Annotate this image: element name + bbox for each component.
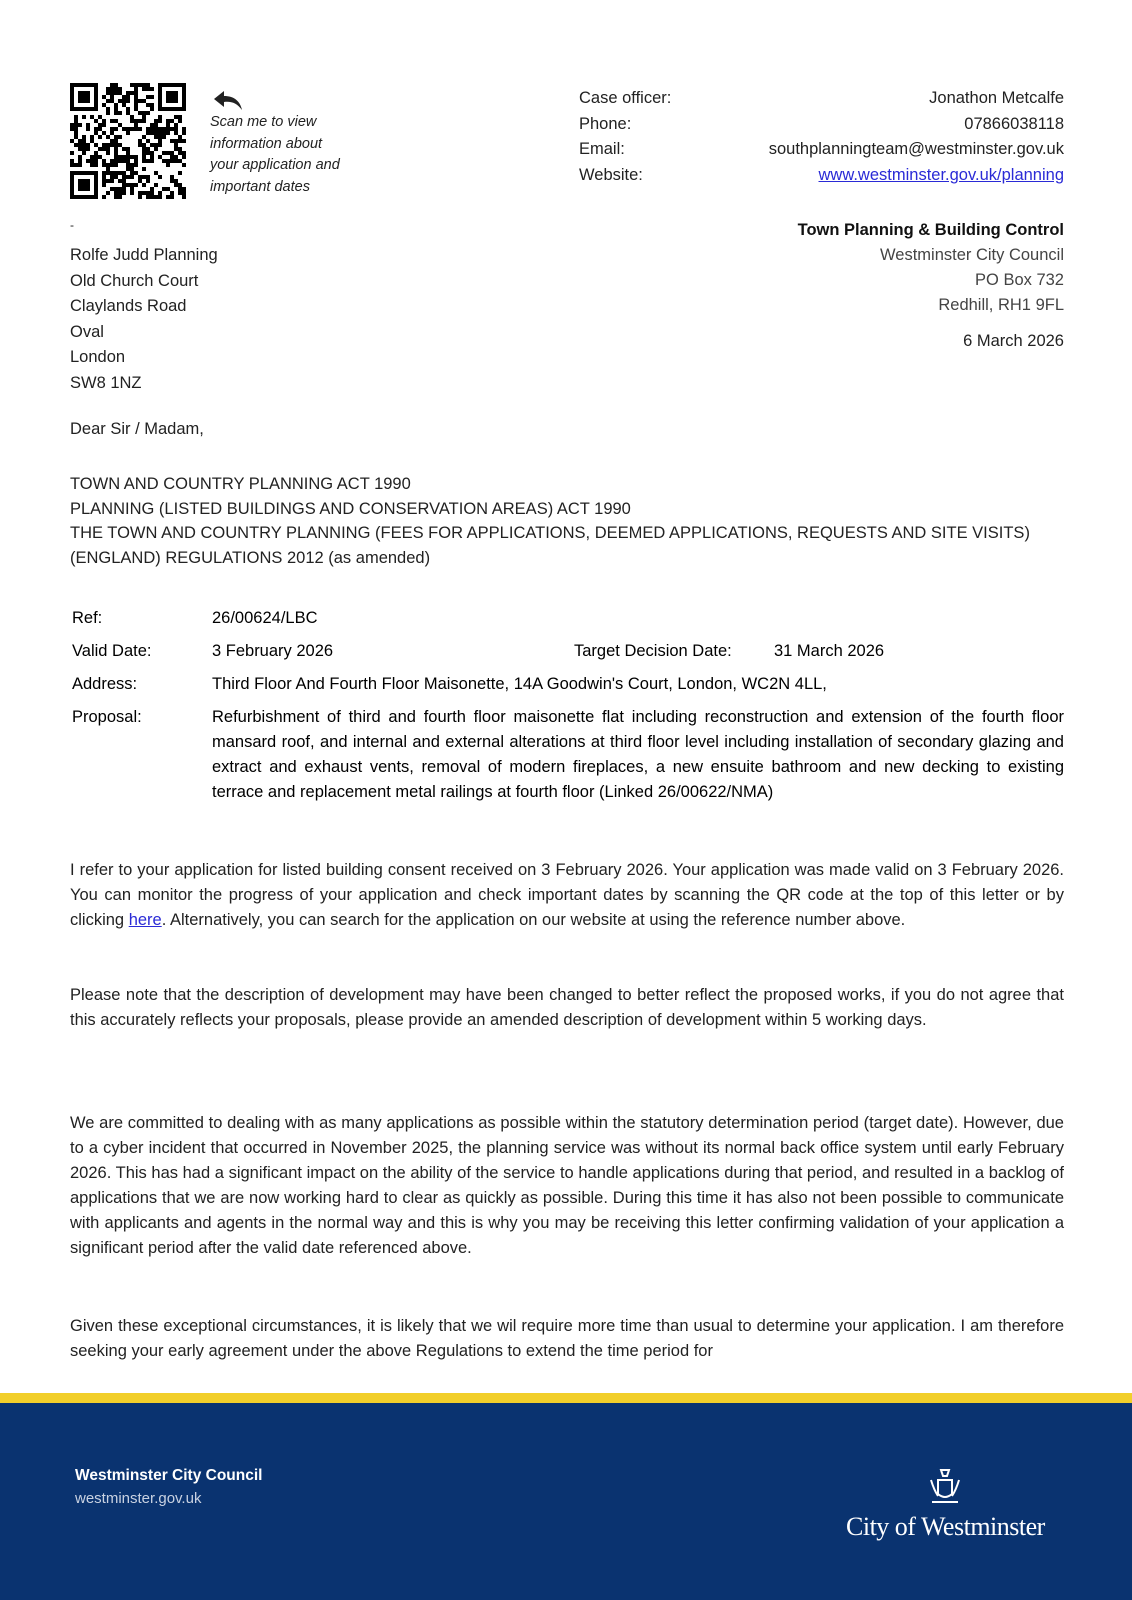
qr-caption-line: important dates (210, 178, 310, 195)
website-label: Website: (579, 165, 643, 184)
target-date-value: 31 March 2026 (774, 642, 885, 660)
email-label: Email: (579, 140, 625, 158)
coat-of-arms-icon (928, 1466, 962, 1506)
address-value: Third Floor And Fourth Floor Maisonette, 14A Goodwin's Court, London, WC2N 4LL, (212, 675, 827, 693)
legislation-headings (70, 472, 1070, 570)
ref-label: Ref: (72, 609, 103, 627)
recipient-line: Oval (70, 322, 104, 341)
intro-text-cont: . Alternatively, you can search for the application on our website at using the reference number above. (161, 911, 906, 929)
act-line: TOWN AND COUNTRY PLANNING ACT 1990 (70, 475, 411, 493)
paragraph-extension: Given these exceptional circumstances, it is likely that we wil require more time than usual to determine your application. I am therefore seeking your early agreement under the above Regulations to extend the time period for (70, 1317, 1064, 1360)
intro-text: I refer to your application for listed building consent received on 3 February 2026. Your application was made valid on 3 February 2026. You can monitor the progress of your application and check important dates by scanning the QR code at the top of this letter or by clicking (70, 861, 1064, 929)
qr-caption-line: your application and (210, 157, 340, 173)
valid-date-label: Valid Date: (72, 642, 152, 660)
phone-label: Phone: (579, 114, 632, 133)
recipient-line: Claylands Road (70, 297, 187, 315)
qr-caption (210, 112, 340, 198)
application-details (72, 606, 1064, 813)
department-line: Westminster City Council (880, 246, 1064, 264)
phone-value: 07866038118 (964, 114, 1064, 133)
city-of-westminster-logo: City of Westminster (846, 1512, 1045, 1541)
recipient-address (70, 243, 218, 396)
recipient-line: Old Church Court (70, 271, 199, 290)
department-address (798, 218, 1064, 318)
qr-code[interactable] (70, 83, 186, 199)
website-link[interactable]: www.westminster.gov.uk/planning (818, 165, 1064, 184)
letter-date: 6 March 2026 (963, 332, 1064, 350)
dash-mark: - (70, 218, 74, 232)
department-title: Town Planning & Building Control (797, 221, 1064, 239)
proposal-label: Proposal: (72, 708, 142, 726)
recipient-line: Rolfe Judd Planning (70, 246, 218, 264)
footer-website: westminster.gov.uk (75, 1490, 202, 1507)
paragraph-description: Please note that the description of development may have been changed to better reflect the proposed works, if you do not agree that this accurately reflects your proposals, please provide an amended description of development within 5 working days. (70, 986, 1064, 1029)
act-line: PLANNING (LISTED BUILDINGS AND CONSERVATION AREAS) ACT 1990 (70, 499, 631, 518)
case-officer-value: Jonathon Metcalfe (929, 89, 1064, 107)
proposal-value: Refurbishment of third and fourth floor maisonette flat including reconstruction and extension of the fourth floor mansard roof, and internal and external alterations at third floor level including installation of secondary glazing and extract and exhaust vents, removal of modern fireplaces, a new ensuite bathroom and new decking to existing terrace and replacement metal railings at fourth floor (Linked 26/00622/NMA) (212, 708, 1064, 801)
ref-value: 26/00624/LBC (212, 609, 318, 627)
target-date-label: Target Decision Date: (574, 642, 732, 660)
paragraph-cyber-incident: We are committed to dealing with as many applications as possible within the statutory determination period (target date). However, due to a cyber incident that occurred in November 2025, the planning service was without its normal back office system until early February 2026. This has had a significant impact on the ability of the service to handle applications during that period, and resulted in a backlog of applications that we are now working hard to clear as quickly as possible. During this time it has also not been possible to communicate with applicants and agents in the normal way and this is why you may be receiving this letter confirming validation of your application a significant period after the valid date referenced above. (70, 1114, 1064, 1257)
recipient-line: London (70, 348, 126, 366)
here-link[interactable]: here (128, 911, 162, 929)
department-line: PO Box 732 (975, 271, 1064, 289)
qr-caption-line: Scan me to view (210, 114, 317, 130)
valid-date-value: 3 February 2026 (212, 642, 334, 660)
recipient-line: SW8 1NZ (70, 373, 142, 392)
paragraph-intro (70, 858, 1064, 933)
department-line: Redhill, RH1 9FL (938, 296, 1064, 314)
curved-arrow-icon (212, 90, 244, 112)
footer-yellow-band (0, 1393, 1132, 1403)
salutation: Dear Sir / Madam, (70, 420, 204, 438)
contact-details (579, 86, 1064, 188)
qr-caption-line: information about (210, 135, 323, 152)
footer-council-name: Westminster City Council (75, 1467, 263, 1484)
address-label: Address: (72, 675, 138, 693)
act-line: THE TOWN AND COUNTRY PLANNING (FEES FOR APPLICATIONS, DEEMED APPLICATIONS, REQUESTS AND SITE VISITS) (ENGLAND) REGULATIONS 2012 (as amended) (70, 524, 1030, 567)
case-officer-label: Case officer: (579, 89, 672, 107)
email-value: southplanningteam@westminster.gov.uk (768, 140, 1064, 158)
